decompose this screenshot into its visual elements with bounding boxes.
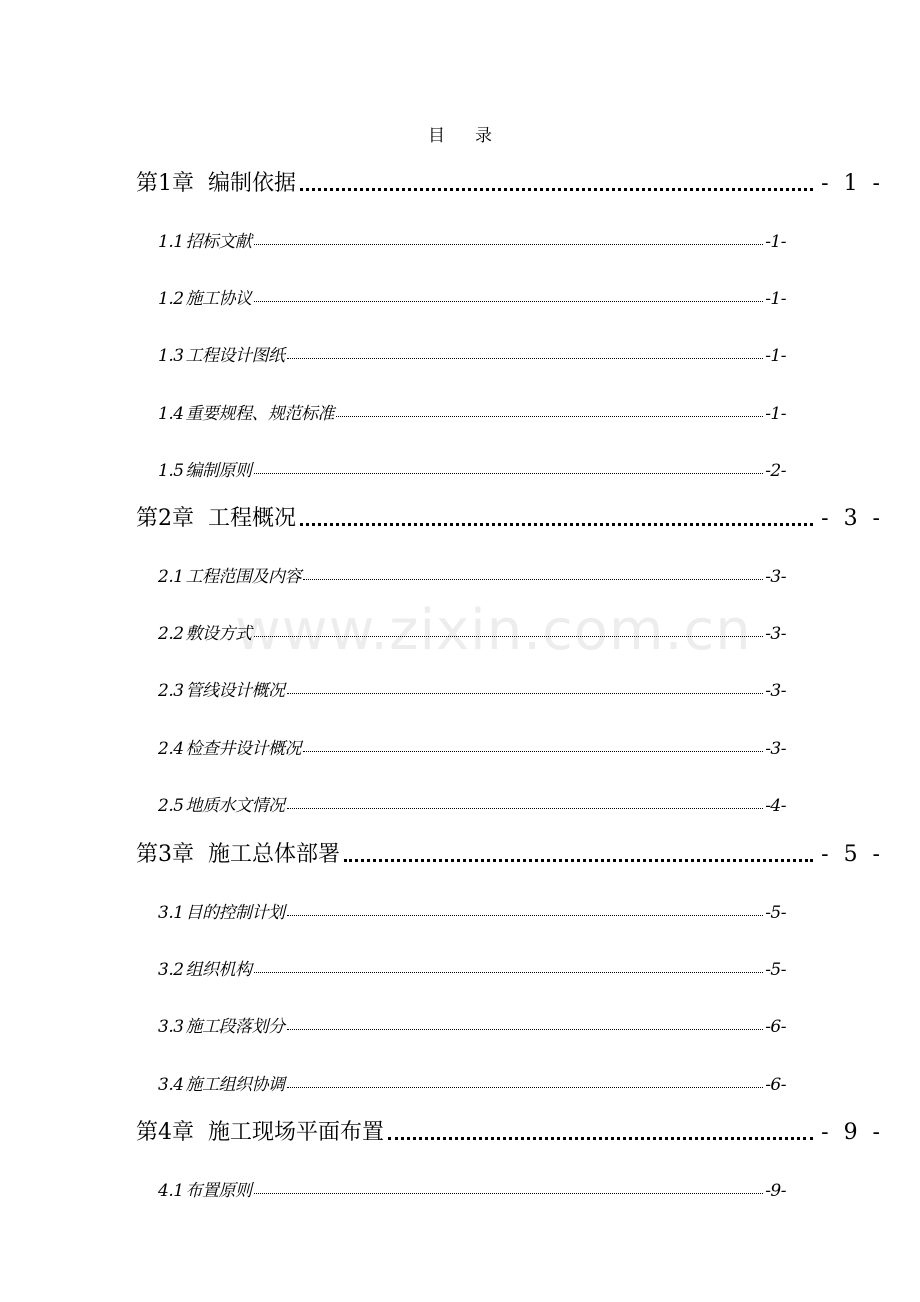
page-number: -6-: [765, 1017, 786, 1037]
dot-leader: [287, 808, 764, 809]
toc-section-4-1[interactable]: [158, 1176, 786, 1200]
chapter-title: 施工总体部署: [208, 842, 341, 867]
page-number: -3-: [765, 681, 786, 701]
section-number: 1.5: [158, 461, 184, 481]
section-number: 2.1: [158, 567, 184, 587]
section-title: 组织机构: [185, 960, 252, 980]
dot-leader: [300, 188, 813, 191]
page-number: -3-: [765, 739, 786, 759]
chapter-number: 第2章: [136, 506, 194, 531]
section-title: 招标文献: [185, 232, 252, 252]
chapter-title: 编制依据: [208, 171, 297, 196]
dot-leader: [303, 751, 763, 752]
toc-section-3-1[interactable]: [158, 898, 786, 922]
section-number: 2.5: [158, 796, 184, 816]
dot-leader: [300, 523, 813, 526]
toc-section-1-3[interactable]: [158, 341, 786, 365]
section-number: 3.4: [158, 1075, 184, 1095]
dot-leader: [287, 1029, 764, 1030]
section-number: 3.2: [158, 960, 184, 980]
chapter-number: 第1章: [136, 171, 194, 196]
section-title: 施工组织协调: [185, 1075, 285, 1095]
section-title: 目的控制计划: [185, 903, 285, 923]
section-number: 3.3: [158, 1017, 184, 1037]
dot-leader: [287, 358, 764, 359]
section-title: 工程范围及内容: [185, 567, 302, 587]
section-title: 编制原则: [185, 461, 252, 481]
page-number: -1-: [765, 289, 786, 309]
toc-section-2-1[interactable]: [158, 562, 786, 586]
section-title: 工程设计图纸: [185, 346, 285, 366]
watermark: www.zixin.com.cn: [235, 598, 752, 663]
toc-section-1-2[interactable]: [158, 284, 786, 308]
dot-leader: [287, 915, 764, 916]
dot-leader: [254, 1193, 764, 1194]
dot-leader: [336, 416, 763, 417]
toc-chapter-1[interactable]: [136, 166, 884, 200]
section-number: 1.3: [158, 346, 184, 366]
toc-chapter-3[interactable]: [136, 837, 884, 871]
section-title: 管线设计概况: [185, 681, 285, 701]
toc-chapter-2[interactable]: [136, 501, 884, 535]
toc-section-1-1[interactable]: [158, 227, 786, 251]
dot-leader: [254, 636, 764, 637]
dot-leader: [344, 859, 813, 862]
dot-leader: [254, 473, 764, 474]
dot-leader: [388, 1137, 813, 1140]
dot-leader: [254, 244, 764, 245]
page-number: -3-: [765, 567, 786, 587]
dot-leader: [287, 693, 764, 694]
toc-title-char-1: 目: [428, 126, 445, 146]
dot-leader: [254, 972, 764, 973]
section-number: 1.1: [158, 232, 184, 252]
section-title: 地质水文情况: [185, 796, 285, 816]
section-number: 4.1: [158, 1181, 184, 1201]
dot-leader: [303, 579, 763, 580]
page-number: - 5 -: [821, 842, 884, 867]
page-number: -9-: [765, 1181, 786, 1201]
toc-section-3-3[interactable]: [158, 1012, 786, 1036]
section-number: 2.3: [158, 681, 184, 701]
toc-section-2-5[interactable]: [158, 791, 786, 815]
toc-section-1-5[interactable]: [158, 456, 786, 480]
section-number: 2.4: [158, 739, 184, 759]
section-title: 重要规程、规范标准: [185, 404, 335, 424]
section-title: 施工协议: [185, 289, 252, 309]
section-title: 施工段落划分: [185, 1017, 285, 1037]
toc-title: [0, 121, 920, 146]
toc-section-3-4[interactable]: [158, 1070, 786, 1094]
page-number: -5-: [765, 903, 786, 923]
page-number: -2-: [765, 461, 786, 481]
toc-section-2-4[interactable]: [158, 734, 786, 758]
chapter-number: 第3章: [136, 842, 194, 867]
toc-chapter-4[interactable]: [136, 1115, 884, 1149]
toc-section-2-3[interactable]: [158, 676, 786, 700]
dot-leader: [254, 301, 764, 302]
section-title: 布置原则: [185, 1181, 252, 1201]
chapter-title: 工程概况: [208, 506, 297, 531]
page-number: -5-: [765, 960, 786, 980]
section-number: 1.2: [158, 289, 184, 309]
section-number: 2.2: [158, 624, 184, 644]
page-number: -1-: [765, 232, 786, 252]
chapter-title: 施工现场平面布置: [208, 1120, 385, 1145]
page-number: -6-: [765, 1075, 786, 1095]
page-number: -4-: [765, 796, 786, 816]
dot-leader: [287, 1087, 764, 1088]
toc-section-1-4[interactable]: [158, 399, 786, 423]
page-number: -1-: [765, 404, 786, 424]
toc-section-2-2[interactable]: [158, 619, 786, 643]
section-number: 1.4: [158, 404, 184, 424]
section-title: 检查井设计概况: [185, 739, 302, 759]
toc-section-3-2[interactable]: [158, 955, 786, 979]
section-number: 3.1: [158, 903, 184, 923]
toc-title-char-2: 录: [475, 126, 492, 146]
chapter-number: 第4章: [136, 1120, 194, 1145]
page-number: - 3 -: [821, 506, 884, 531]
section-title: 敷设方式: [185, 624, 252, 644]
page-number: -3-: [765, 624, 786, 644]
page-number: -1-: [765, 346, 786, 366]
page-number: - 9 -: [821, 1120, 884, 1145]
page-number: - 1 -: [821, 171, 884, 196]
